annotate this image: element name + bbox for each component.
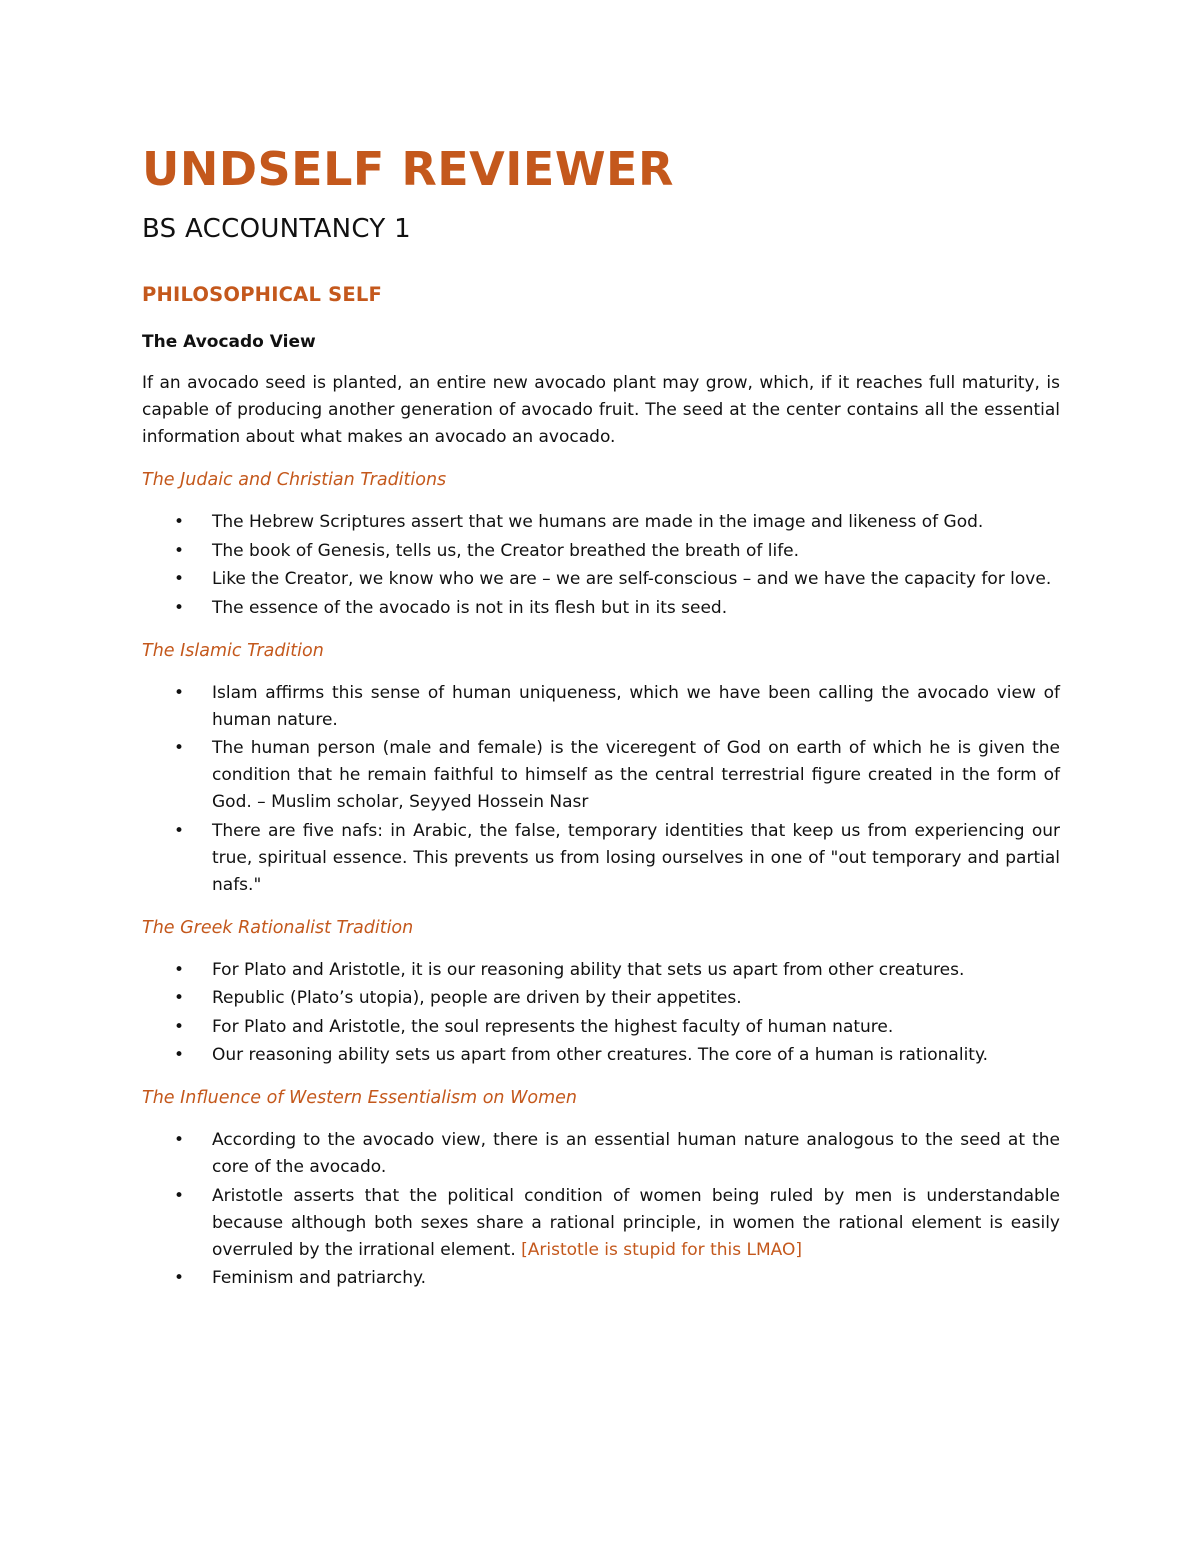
list-item (142, 509, 1060, 536)
tradition-heading-islamic: The Islamic Tradition (142, 640, 324, 661)
list-item-text: For Plato and Aristotle, the soul represents the highest faculty of human nature. (212, 1016, 894, 1037)
bullet-list-greek-rationalist (142, 957, 1060, 1070)
list-item-text: Feminism and patriarchy. (212, 1268, 427, 1288)
bullet-icon: • (174, 1045, 185, 1065)
list-item-text: Republic (Plato’s utopia), people are driven by their appetites. (212, 988, 742, 1008)
bullet-list-judaic-christian (142, 509, 1060, 622)
list-item-text: There are five nafs: in Arabic, the false, temporary identities that keep us from experiencing our true, spiritual essence. This prevents us from losing ourselves in one of "out temporary and partial nafs." (212, 820, 1060, 895)
list-item-text: For Plato and Aristotle, it is our reasoning ability that sets us apart from other creatures. (212, 959, 965, 980)
tradition-heading-western-essentialism: The Influence of Western Essentialism on Women (142, 1088, 577, 1108)
list-item (142, 566, 1060, 593)
bullet-icon: • (174, 738, 185, 758)
list-item (142, 595, 1060, 622)
list-item-text: Our reasoning ability sets us apart from other creatures. The core of a human is rationality. (212, 1045, 988, 1065)
list-item-text: Aristotle asserts that the political condition of women being ruled by men is understandable because although both sexes share a rational principle, in women the rational element is easily overruled by the irrational element. (212, 1185, 1060, 1260)
bullet-icon: • (174, 1016, 185, 1037)
list-item (142, 735, 1060, 816)
list-item-text: According to the avocado view, there is an essential human nature analogous to the seed at the core of the avocado. (212, 1130, 1060, 1177)
section-heading: PHILOSOPHICAL SELF (142, 283, 382, 306)
list-item (142, 1042, 1060, 1069)
bullet-icon: • (174, 540, 185, 561)
intro-paragraph: If an avocado seed is planted, an entire new avocado plant may grow, which, if it reaches full maturity, is capable of producing another generation of avocado fruit. The seed at the center contains all the essential information about what makes an avocado an avocado. (142, 373, 1060, 447)
tradition-heading-greek-rationalist: The Greek Rationalist Tradition (142, 917, 414, 938)
bullet-list-western-essentialism (142, 1127, 1060, 1292)
bullet-icon: • (174, 512, 185, 532)
document-content (142, 138, 1060, 1294)
list-item (142, 818, 1060, 899)
list-item (142, 680, 1060, 734)
bullet-icon: • (174, 597, 185, 618)
list-item (142, 957, 1060, 984)
bullet-icon: • (174, 569, 185, 589)
list-item-text: The book of Genesis, tells us, the Creator breathed the breath of life. (212, 540, 800, 561)
list-item (142, 1265, 1060, 1292)
list-item (142, 1014, 1060, 1041)
bullet-icon: • (174, 682, 185, 703)
list-item (142, 1127, 1060, 1181)
list-item-text: Like the Creator, we know who we are – we are self-conscious – and we have the capacity for love. (212, 569, 1052, 589)
list-item-text: The essence of the avocado is not in its flesh but in its seed. (212, 597, 728, 618)
document-title: UNDSELF REVIEWER (142, 142, 674, 196)
list-item (142, 538, 1060, 565)
document-subtitle: BS ACCOUNTANCY 1 (142, 214, 412, 244)
section-subheading: The Avocado View (142, 332, 316, 352)
bullet-icon: • (174, 1130, 185, 1150)
list-item (142, 1183, 1060, 1264)
bullet-icon: • (174, 959, 185, 980)
bullet-list-islamic (142, 680, 1060, 899)
list-item-text: The human person (male and female) is the viceregent of God on earth of which he is given the condition that he remain faithful to himself as the central terrestrial figure created in the form of God. – Muslim scholar, Seyyed Hossein Nasr (212, 738, 1060, 812)
bullet-icon: • (174, 988, 185, 1008)
list-item-text: The Hebrew Scriptures assert that we humans are made in the image and likeness of God. (212, 512, 984, 532)
list-item-text: Islam affirms this sense of human uniqueness, which we have been calling the avocado view of human nature. (212, 682, 1060, 730)
bullet-icon: • (174, 1268, 185, 1288)
list-item (142, 985, 1060, 1012)
bullet-icon: • (174, 1185, 185, 1206)
tradition-heading-judaic-christian: The Judaic and Christian Traditions (142, 470, 447, 490)
annotation-note: [Aristotle is stupid for this LMAO] (521, 1239, 802, 1260)
bullet-icon: • (174, 820, 185, 841)
